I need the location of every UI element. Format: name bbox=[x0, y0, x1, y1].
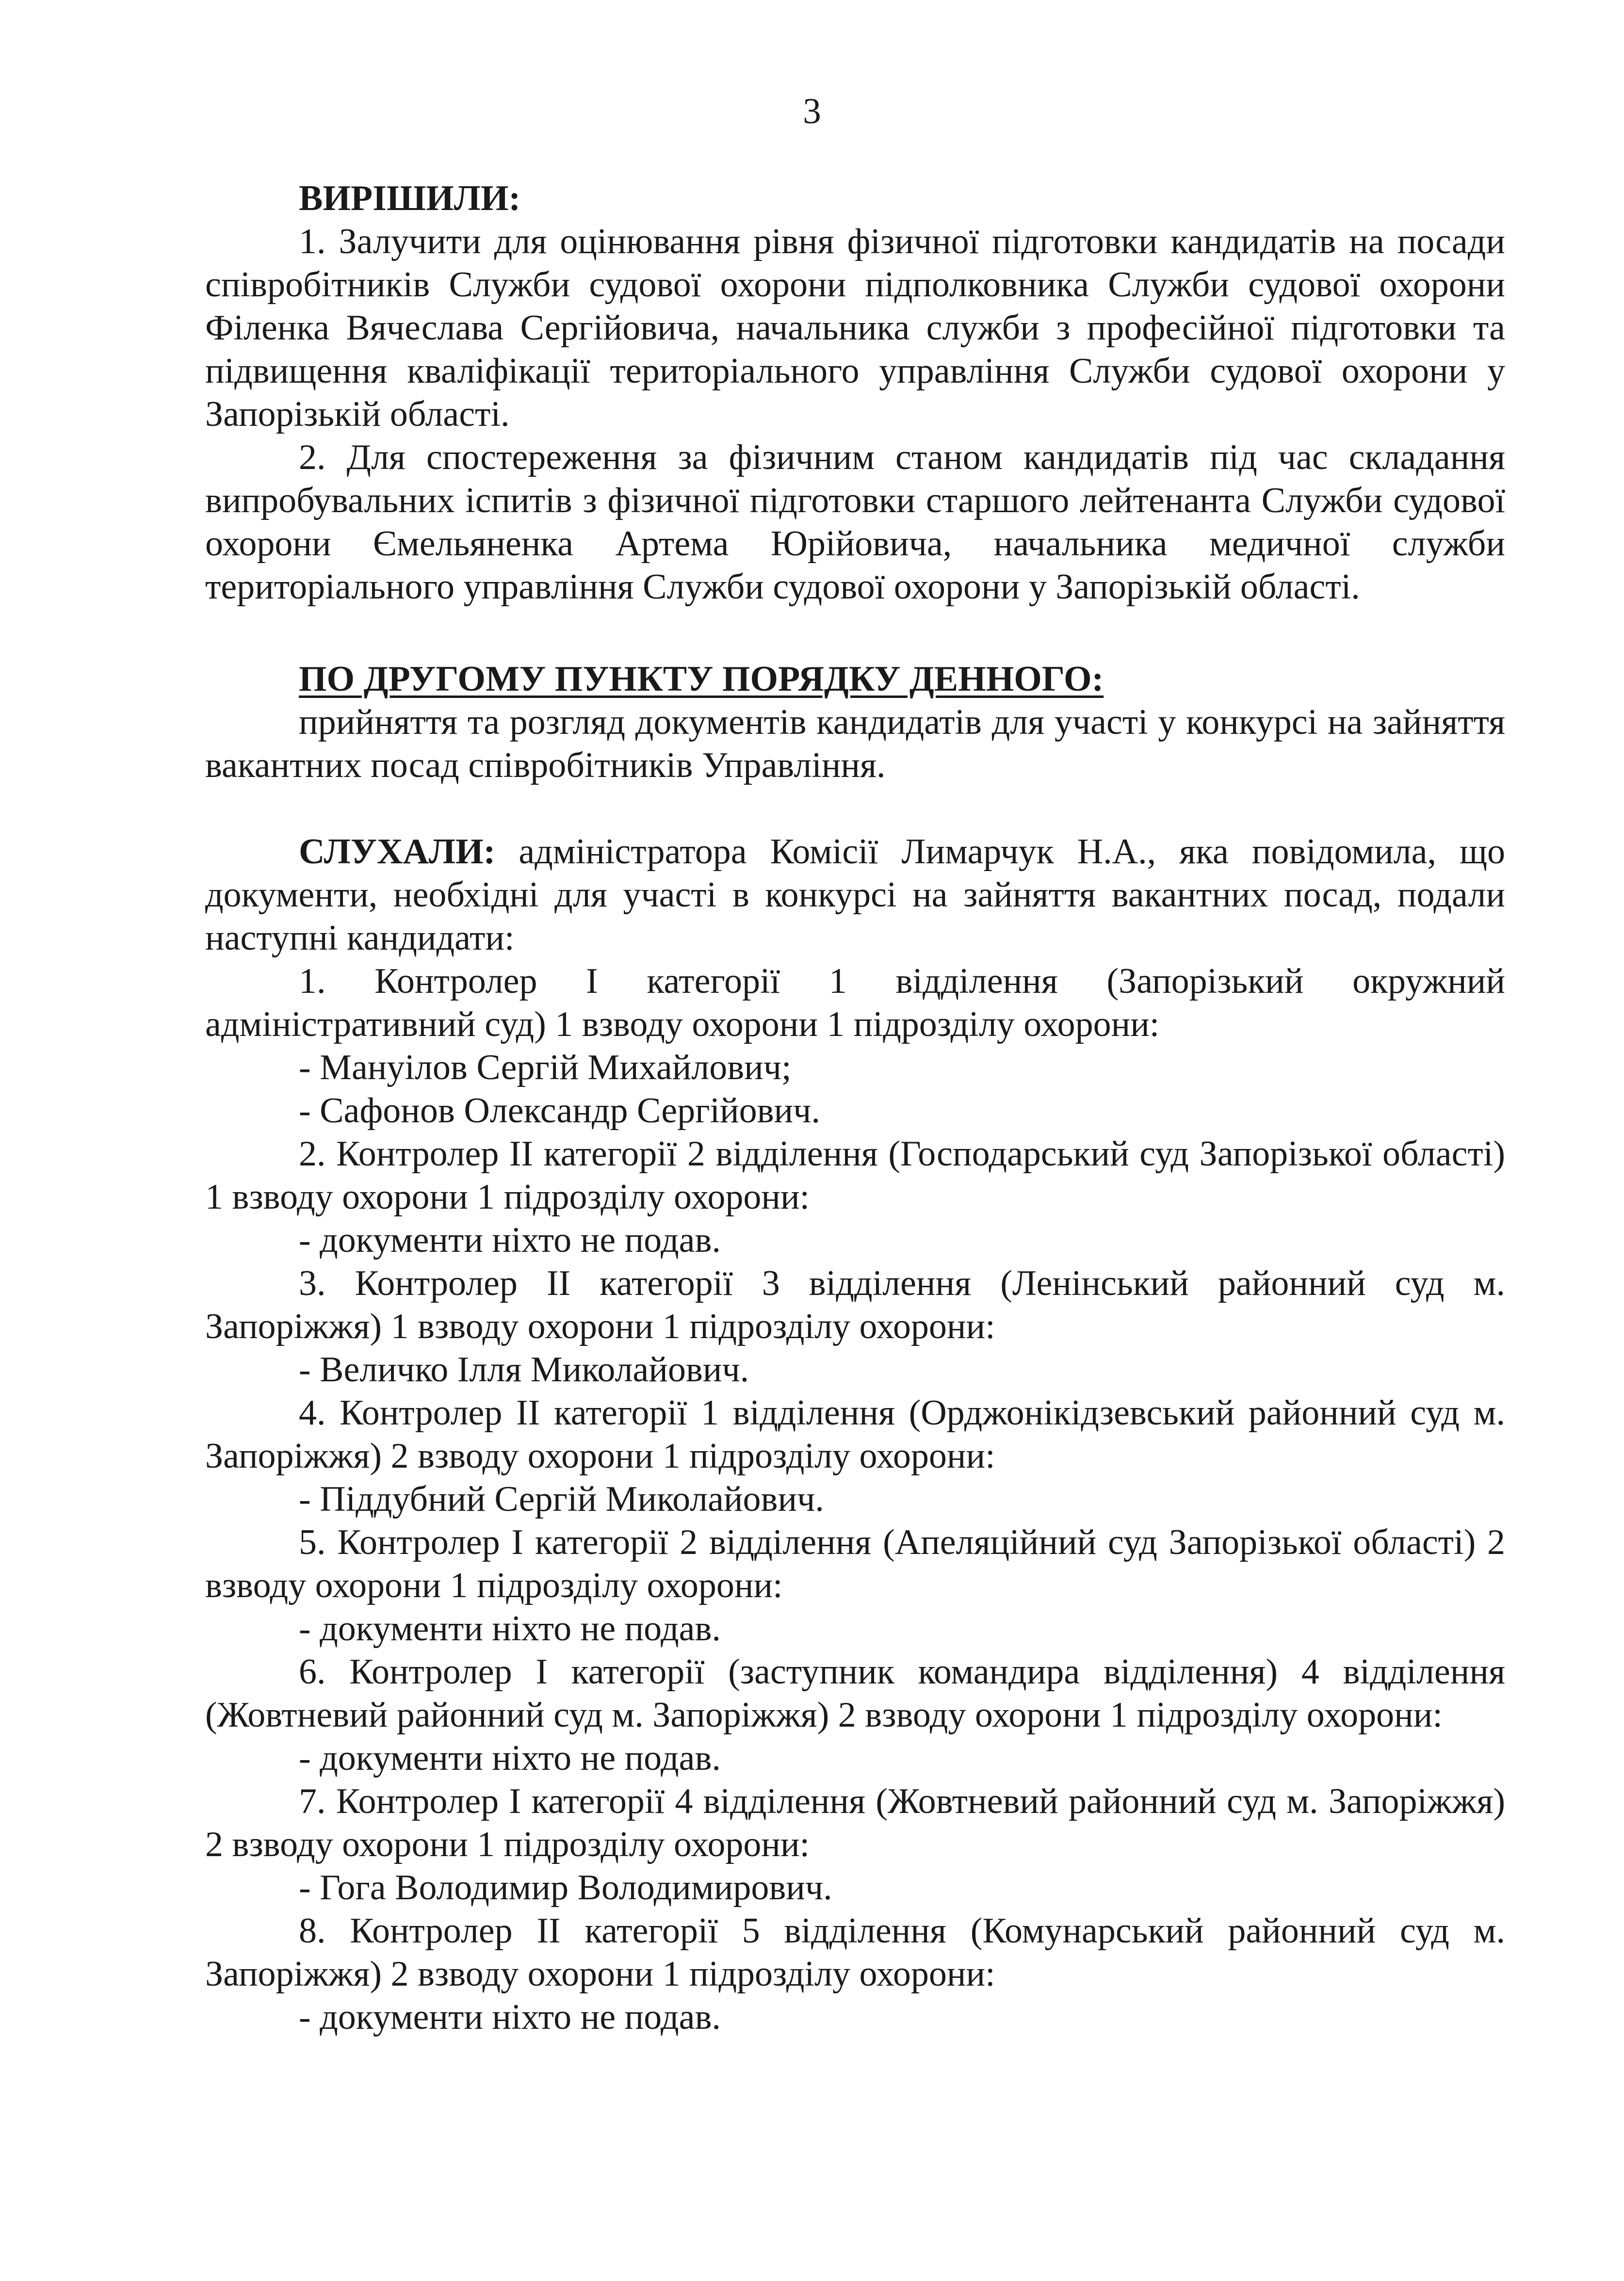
heard-text: адміністратора Комісії Лимарчук Н.А., яка повідомила, що документи, необхідні для участі в конкурсі на зайняття вакантних посад, подали наступні кандидати: bbox=[205, 832, 1505, 958]
candidate-item: - Гога Володимир Володимирович. bbox=[299, 1868, 832, 1908]
position-title: 4. Контролер ІІ категорії 1 відділення (Орджонікідзевський районний суд м. Запоріжжя) 2 взводу охорони 1 підрозділу охорони: bbox=[205, 1393, 1505, 1476]
position-title: 5. Контролер І категорії 2 відділення (Апеляційний суд Запорізької області) 2 взводу охорони 1 підрозділу охорони: bbox=[205, 1522, 1505, 1605]
candidate-item: - документи ніхто не подав. bbox=[299, 1738, 721, 1778]
position-title: 2. Контролер ІІ категорії 2 відділення (Господарський суд Запорізької області) 1 взводу охорони 1 підрозділу охорони: bbox=[205, 1134, 1505, 1217]
candidate-item: - Величко Ілля Миколайович. bbox=[299, 1350, 749, 1390]
decided-heading: ВИРІШИЛИ: bbox=[299, 178, 521, 218]
decided-item-1: 1. Залучити для оцінювання рівня фізичної підготовки кандидатів на посади співробітників Служби судової охорони підполковника Служби судової охорони Філенка Вячеслава Сергійовича, начальника служби з професійної підготовки та підвищення кваліфікації територіального управління Служби судової охорони у Запорізькій області. bbox=[205, 222, 1505, 434]
candidate-item: - документи ніхто не подав. bbox=[299, 1997, 721, 2037]
decided-section bbox=[205, 177, 1505, 609]
second-item-heading: ПО ДРУГОМУ ПУНКТУ ПОРЯДКУ ДЕННОГО: bbox=[299, 659, 1104, 699]
candidate-item: - документи ніхто не подав. bbox=[299, 1609, 721, 1649]
second-item-heading-line bbox=[205, 658, 1505, 701]
position-title: 8. Контролер ІІ категорії 5 відділення (Комунарський районний суд м. Запоріжжя) 2 взводу охорони 1 підрозділу охорони: bbox=[205, 1911, 1505, 1994]
position-title: 6. Контролер І категорії (заступник командира відділення) 4 відділення (Жовтневий районний суд м. Запоріжжя) 2 взводу охорони 1 підрозділу охорони: bbox=[205, 1652, 1505, 1735]
decided-item-2: 2. Для спостереження за фізичним станом кандидатів під час складання випробувальних іспитів з фізичної підготовки старшого лейтенанта Служби судової охорони Ємельяненка Артема Юрійовича, начальника медичної служби територіального управління Служби судової охорони у Запорізькій області. bbox=[205, 437, 1505, 607]
position-title: 1. Контролер І категорії 1 відділення (Запорізький окружний адміністративний суд) 1 взводу охорони 1 підрозділу охорони: bbox=[205, 961, 1505, 1044]
position-title: 3. Контролер ІІ категорії 3 відділення (Ленінський районний суд м. Запоріжжя) 1 взводу охорони 1 підрозділу охорони: bbox=[205, 1263, 1505, 1346]
position-title: 7. Контролер І категорії 4 відділення (Жовтневий районний суд м. Запоріжжя) 2 взводу охорони 1 підрозділу охорони: bbox=[205, 1781, 1505, 1864]
page-number: 3 bbox=[803, 91, 821, 131]
second-item-text: прийняття та розгляд документів кандидатів для участі у конкурсі на зайняття вакантних посад співробітників Управління. bbox=[205, 702, 1505, 785]
candidate-item: - Піддубний Сергій Миколайович. bbox=[299, 1479, 824, 1519]
second-item-section bbox=[205, 658, 1505, 787]
heard-label: СЛУХАЛИ: bbox=[299, 832, 496, 872]
heard-paragraph bbox=[205, 830, 1505, 960]
heard-section bbox=[205, 830, 1505, 2039]
candidate-item: - Мануілов Сергій Михайлович; bbox=[299, 1048, 792, 1087]
candidate-item: - Сафонов Олександр Сергійович. bbox=[299, 1091, 820, 1131]
candidate-item: - документи ніхто не подав. bbox=[299, 1220, 721, 1260]
